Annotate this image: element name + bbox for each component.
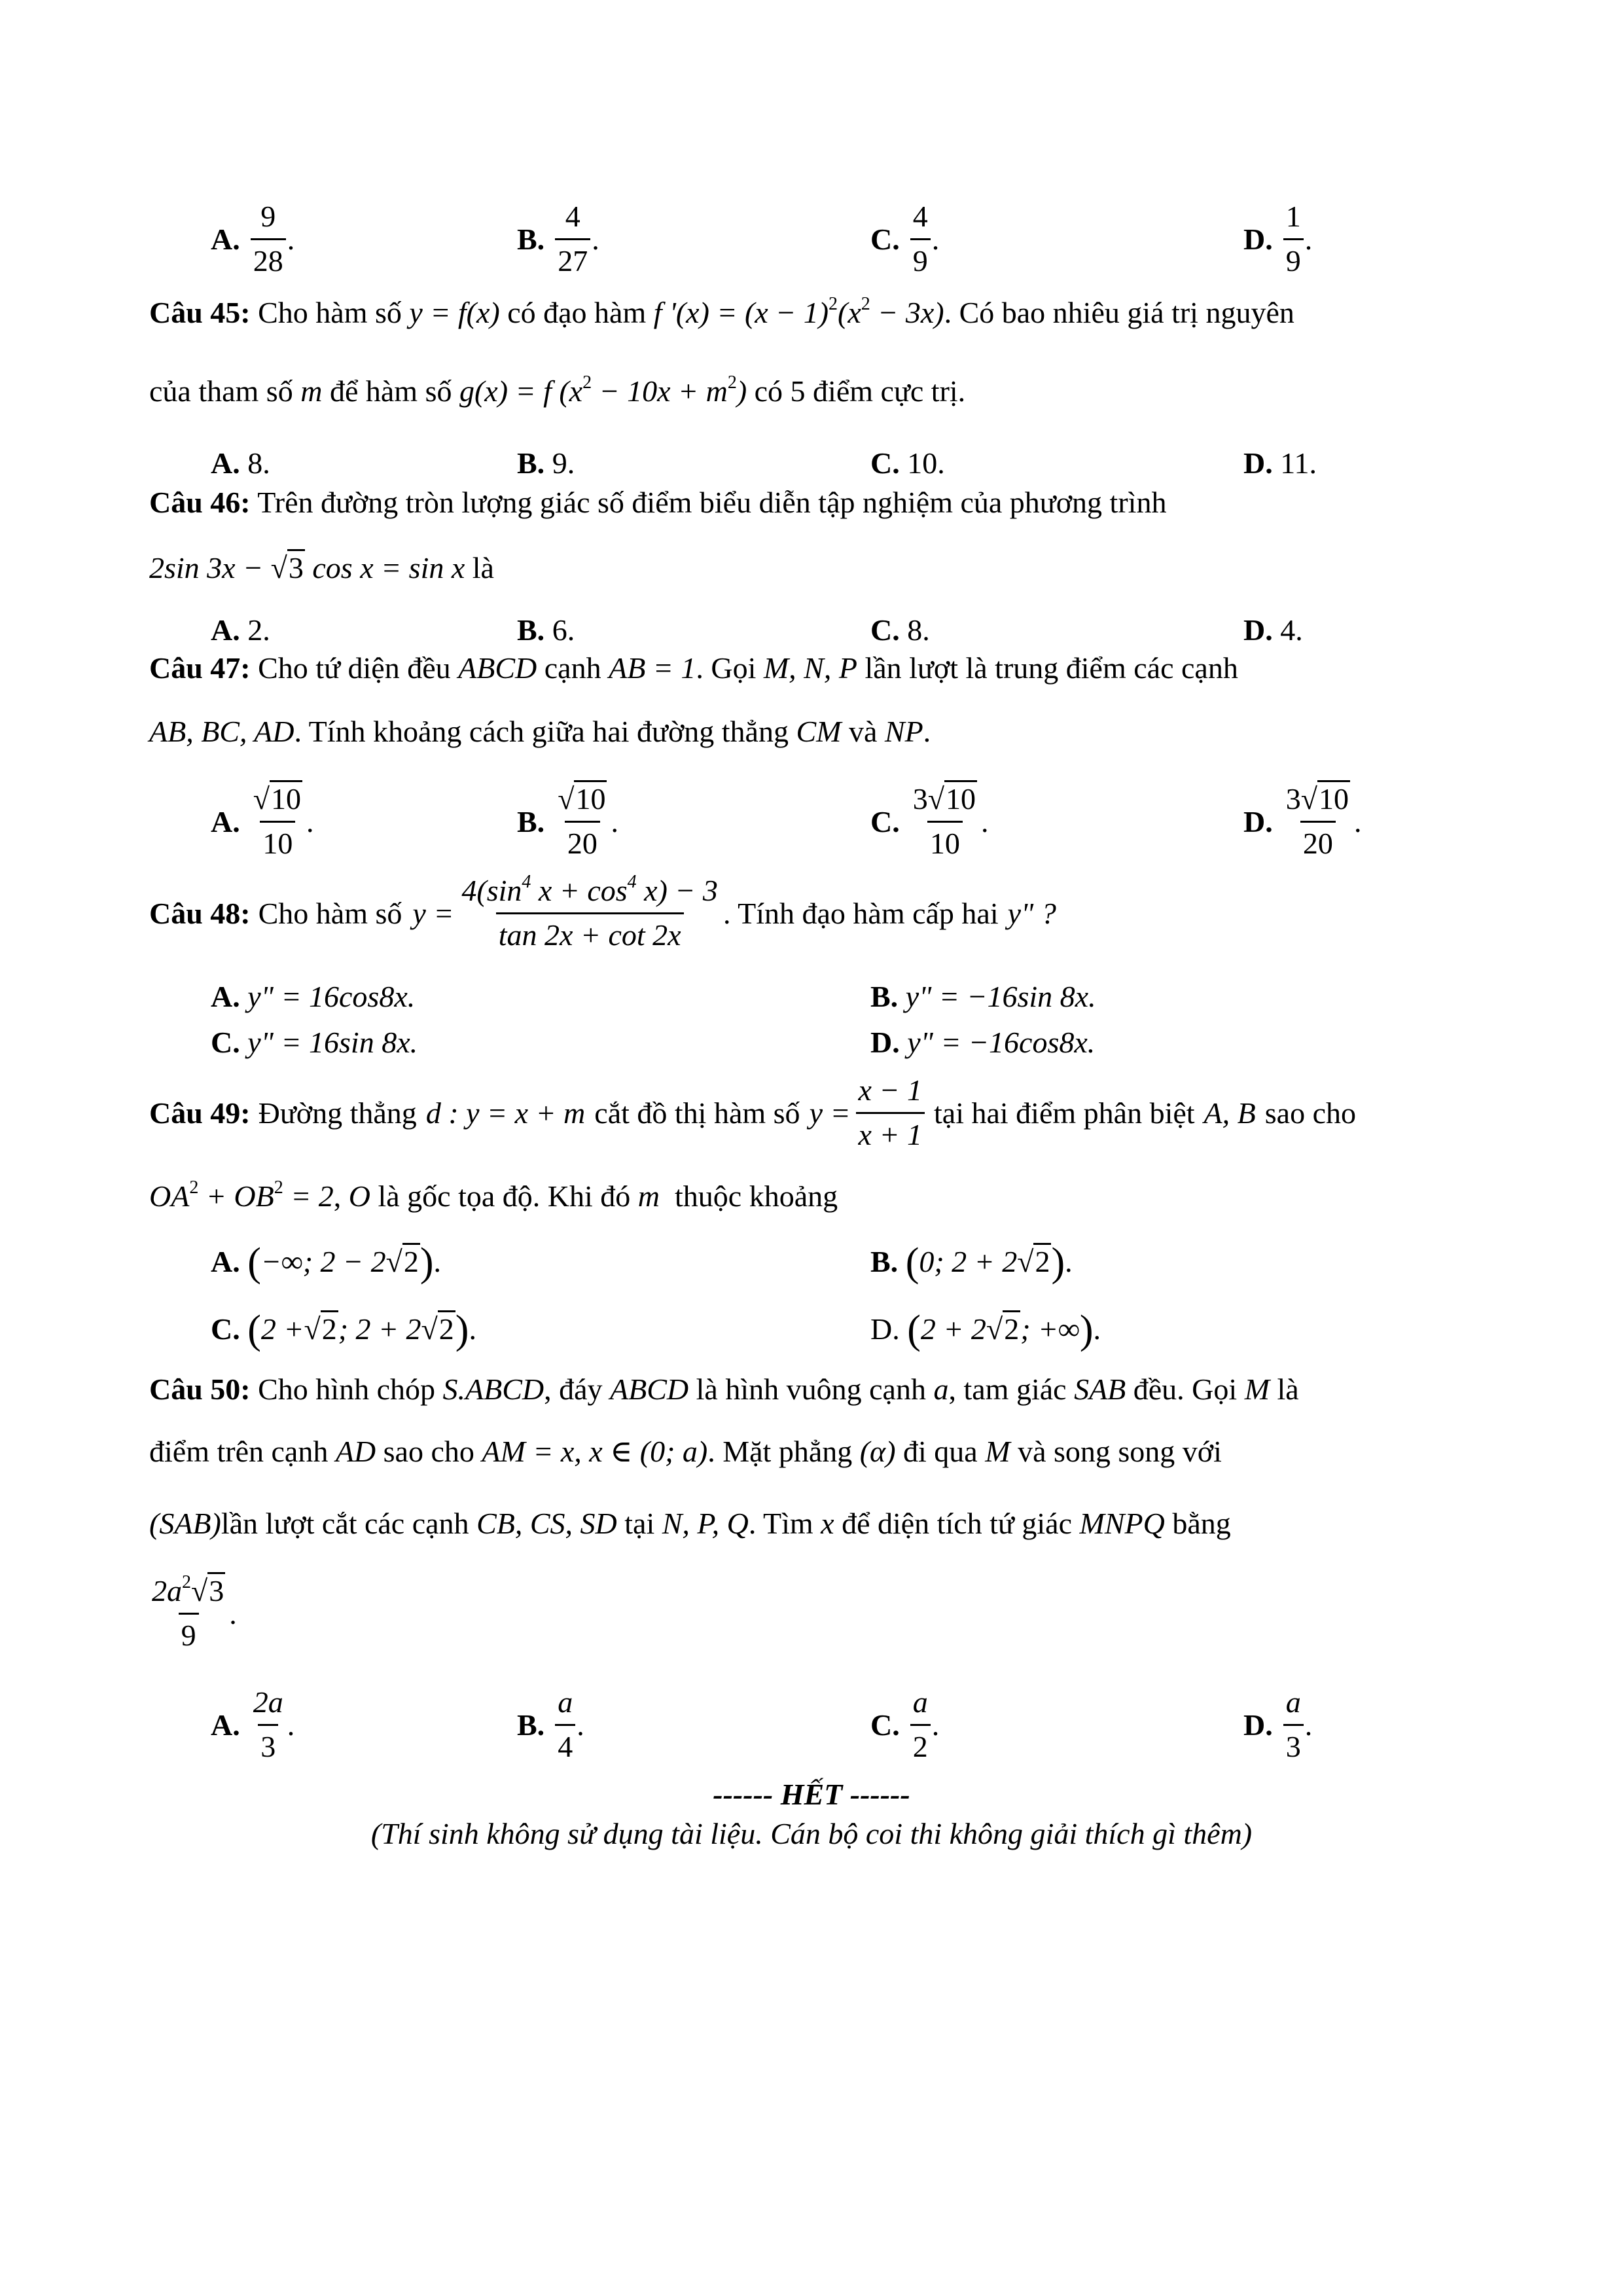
- q47-option-b: B. $\frac{√10}{20}$ .: [517, 782, 618, 861]
- q49-option-c: C. (2 +√2; 2 + 2√2).: [211, 1308, 476, 1352]
- q46-option-d: D. 4.: [1243, 613, 1303, 647]
- q45-line-2: của tham số m để hàm số g(x) = f $(x^2 - 10x + m^2)$ có 5 điểm cực trị.: [149, 372, 966, 408]
- fraction: $\frac{3√10}{20}$: [1283, 782, 1353, 861]
- q47-line-2: AB, BC, AD. Tính khoảng cách giữa hai đường thẳng CM và NP.: [149, 715, 931, 748]
- fraction: $\frac{4}{27}$: [555, 200, 590, 279]
- fraction: $\frac{a}{2}$: [910, 1685, 931, 1765]
- q47-line-1: Câu 47: Cho tứ diện đều ABCD cạnh AB = 1. Gọi M, N, P lần lượt là trung điểm các cạnh: [149, 651, 1238, 685]
- fraction: $\frac{4(\sin^4 x + \cos^4 x) - 3}{\tan 2x + \cot 2x}$: [461, 872, 718, 952]
- q50-option-b: B. $\frac{a}{4}$ .: [517, 1685, 584, 1763]
- q50-line-1: Câu 50: Cho hình chóp S.ABCD, đáy ABCD là hình vuông cạnh a, tam giác SAB đều. Gọi M là: [149, 1372, 1299, 1406]
- fraction: $\frac{2a^2√3}{9}$: [152, 1572, 224, 1652]
- q47-option-a: A. $\frac{√10}{10}$ .: [211, 782, 313, 861]
- q49-option-b: B. (0; 2 + 2√2).: [870, 1240, 1073, 1285]
- q49-line-1: Câu 49: Đường thẳng d : y = x + m cắt đồ thị hàm số y = $\frac{x - 1}{x + 1}$ tại hai điểm phân biệt A, B sao cho: [149, 1073, 1356, 1151]
- fraction: $\frac{2a}{3}$: [253, 1685, 283, 1763]
- q45-option-d: D. 11.: [1243, 446, 1317, 480]
- q45-option-c: C. 10.: [870, 446, 945, 480]
- fraction: $\frac{a}{3}$: [1283, 1685, 1304, 1765]
- fraction: $\frac{x - 1}{x + 1}$: [856, 1073, 925, 1153]
- q44-option-b: B. $\frac{4}{27}$ .: [517, 200, 599, 278]
- q46-option-c: C. 8.: [870, 613, 930, 647]
- q45-option-a: A. 8.: [211, 446, 270, 480]
- fraction: $\frac{√10}{10}$: [251, 782, 305, 861]
- q50-area-value: $\frac{2a^2√3}{9}$ .: [149, 1574, 237, 1653]
- q50-line-2: điểm trên cạnh AD sao cho AM = x, x ∈ (0; a). Mặt phẳng (α) đi qua M và song song với: [149, 1435, 1222, 1468]
- q47-option-d: D. $\frac{3√10}{20}$ .: [1243, 782, 1361, 861]
- q48-option-b: B. y" = −16sin 8x.: [870, 980, 1096, 1013]
- q47-option-c: C. $\frac{3√10}{10}$ .: [870, 782, 988, 861]
- q46-option-a: A. 2.: [211, 613, 270, 647]
- q48-option-a: A. y" = 16cos8x.: [211, 980, 416, 1013]
- fraction: $\frac{9}{28}$: [251, 200, 286, 279]
- q48-option-c: C. y" = 16sin 8x.: [211, 1026, 418, 1059]
- q46-option-b: B. 6.: [517, 613, 575, 647]
- q49-line-2: $OA^2 + OB^2 = 2$, O là gốc tọa độ. Khi đó m thuộc khoảng: [149, 1177, 838, 1213]
- fraction: $\frac{a}{4}$: [555, 1685, 575, 1765]
- q50-option-c: C. $\frac{a}{2}$ .: [870, 1685, 940, 1763]
- q45-line-1: Câu 45: Cho hàm số y = f(x) có đạo hàm f '$(x) = (x - 1)^2(x^2 - 3x)$. Có bao nhiêu giá trị nguyên: [149, 294, 1294, 329]
- q50-option-a: A. $\frac{2a}{3}$ .: [211, 1685, 295, 1763]
- q49-option-d: D. (2 + 2√2; +∞).: [870, 1308, 1101, 1352]
- footer-note: (Thí sinh không sử dụng tài liệu. Cán bộ coi thi không giải thích gì thêm): [370, 1817, 1253, 1850]
- q44-option-d: D. $\frac{1}{9}$ .: [1243, 200, 1313, 278]
- q45-option-b: B. 9.: [517, 446, 575, 480]
- fraction: $\frac{3√10}{10}$: [910, 782, 980, 861]
- q46-line-1: Câu 46: Trên đường tròn lượng giác số điểm biểu diễn tập nghiệm của phương trình: [149, 486, 1167, 519]
- q50-line-3: (SAB)lần lượt cắt các cạnh CB, CS, SD tại N, P, Q. Tìm x để diện tích tứ giác MNPQ bằng: [149, 1507, 1231, 1540]
- q50-option-d: D. $\frac{a}{3}$ .: [1243, 1685, 1313, 1763]
- q44-option-c: C. $\frac{4}{9}$ .: [870, 200, 940, 278]
- q48-option-d: D. y" = −16cos8x.: [870, 1026, 1096, 1059]
- fraction: $\frac{√10}{20}$: [555, 782, 609, 861]
- fraction: $\frac{4}{9}$: [910, 200, 931, 279]
- sqrt: √3: [271, 553, 305, 583]
- q46-line-2: 2sin 3x − √3 cos x = sin x là: [149, 553, 494, 583]
- fraction: $\frac{1}{9}$: [1283, 200, 1304, 279]
- q49-option-a: A. (−∞; 2 − 2√2).: [211, 1240, 441, 1285]
- q48-line-1: Câu 48: Cho hàm số y = $\frac{4(\sin^4 x + \cos^4 x) - 3}{\tan 2x + \cot 2x}$ . Tính đạo hàm cấp hai y" ?: [149, 872, 1056, 952]
- end-marker: ------ HẾT ------: [713, 1778, 910, 1811]
- q44-option-a: A. $\frac{9}{28}$ .: [211, 200, 295, 278]
